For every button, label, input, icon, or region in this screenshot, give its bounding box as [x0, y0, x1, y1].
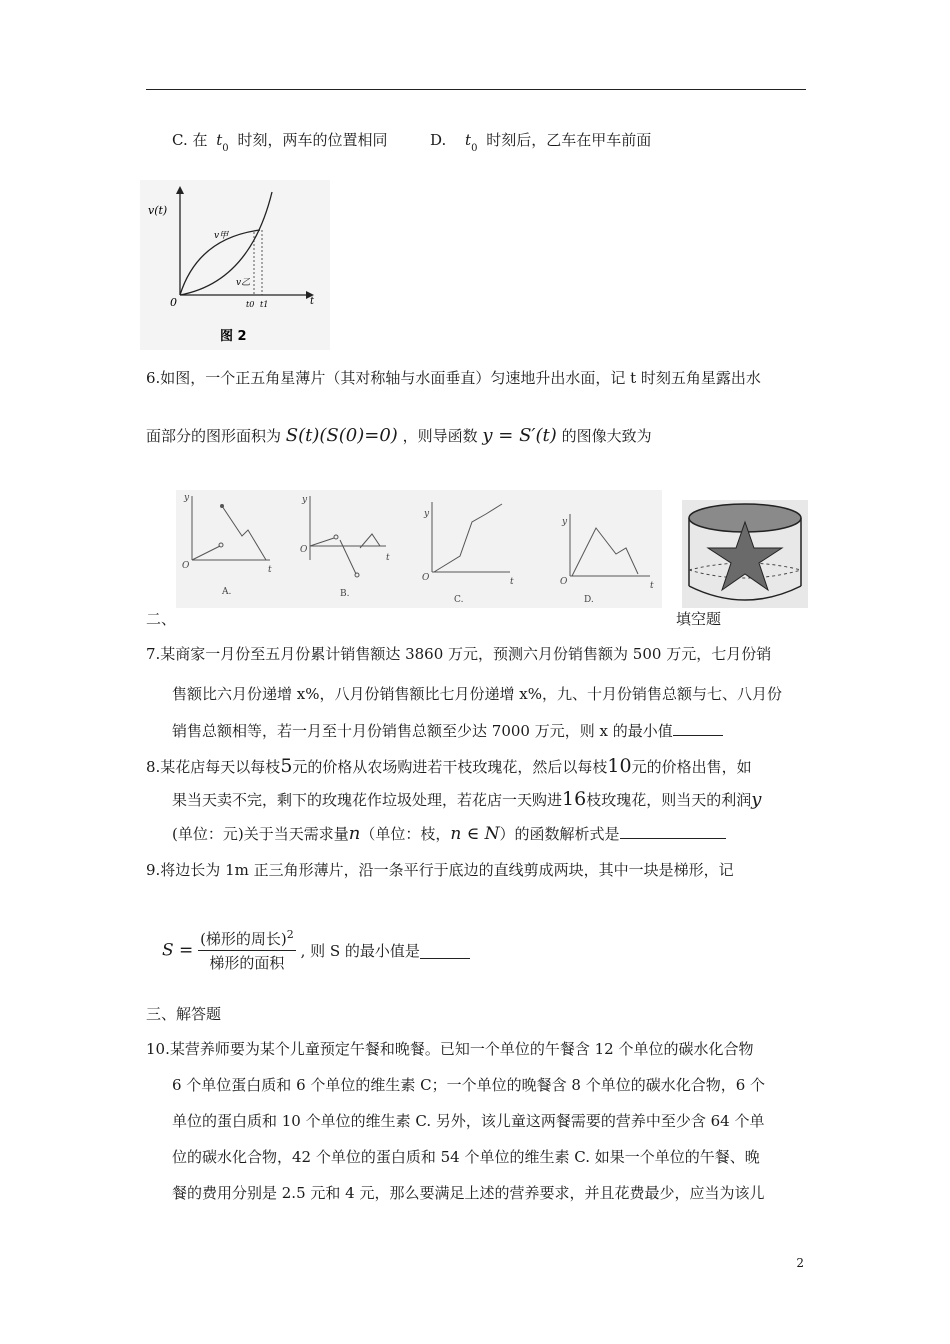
q8-line1: 8.某花店每天以每枝5元的价格从农场购进若干枝玫瑰花，然后以每枝10元的价格出售，如 — [146, 755, 752, 777]
svg-text:t: t — [650, 581, 654, 591]
y-axis-label: v(t) — [148, 204, 168, 217]
svg-text:D.: D. — [584, 595, 594, 605]
graph-c — [422, 502, 514, 605]
q10-line4: 位的碳水化合物，42 个单位的蛋白质和 54 个单位的维生素 C. 如果一个单位的午餐、晚 — [172, 1148, 760, 1166]
svg-text:B.: B. — [340, 589, 350, 599]
q7-line1: 7.某商家一月份至五月份累计销售额达 3860 万元，预测六月份销售额为 500 万元，七月份销 — [146, 645, 772, 663]
q9-answer-blank — [420, 942, 470, 959]
q7-line2: 售额比六月份递增 x%，八月份销售额比七月份递增 x%，九、十月份销售总额与七、八月份 — [172, 685, 782, 703]
q6-graphs — [176, 490, 662, 608]
svg-text:C.: C. — [454, 595, 464, 605]
t0-label: t0 — [246, 300, 255, 309]
q5-option-d: D. $t_0$ 时刻后，乙车在甲车前面 — [430, 131, 652, 154]
x-axis-label: t — [310, 296, 315, 307]
q5-velocity-figure — [140, 180, 330, 350]
q10-line1: 10.某营养师要为某个儿童预定午餐和晚餐。已知一个单位的午餐含 12 个单位的碳水化合物 — [146, 1040, 754, 1058]
graph-d — [560, 514, 654, 605]
svg-text:O: O — [422, 573, 430, 583]
svg-text:t: t — [268, 565, 272, 575]
q6-graphs-panel — [176, 490, 662, 608]
section2-number: 二、 — [146, 610, 177, 628]
section3-title: 三、解答题 — [146, 1005, 222, 1023]
q10-line2: 6 个单位蛋白质和 6 个单位的维生素 C；一个单位的晚餐含 8 个单位的碳水化合物，6 个 — [172, 1076, 766, 1094]
svg-text:t: t — [386, 553, 390, 563]
curve-jia-label: v甲 — [214, 231, 229, 241]
q7-line3: 销售总额相等，若一月至十月份销售总额至少达 7000 万元，则 x 的最小值 — [172, 719, 723, 742]
t1-label: t1 — [260, 300, 269, 309]
svg-text:y: y — [302, 495, 308, 505]
q6-line2: 面部分的图形面积为 S(t)(S(0)=0) ，则导函数 y = S′(t) 的图像大致为 — [146, 425, 652, 446]
svg-text:A.: A. — [222, 587, 232, 597]
figure-caption: 图 2 — [220, 329, 247, 344]
q9-fraction: $\frac{(梯形的周长)^2}{\text{梯形的面积}}$ — [200, 928, 294, 972]
star-in-cylinder — [682, 500, 808, 608]
velocity-graph — [140, 180, 330, 350]
curve-yi — [180, 192, 272, 295]
q8-line3: (单位：元)关于当天需求量n（单位：枝，n ∈ N）的函数解析式是 — [172, 822, 726, 845]
q9-line1: 9.将边长为 1m 正三角形薄片，沿一条平行于底边的直线剪成两块，其中一块是梯形，记 — [146, 861, 734, 879]
origin-label: 0 — [170, 296, 177, 309]
q7-answer-blank — [673, 719, 723, 736]
svg-text:y: y — [424, 509, 430, 519]
q9-formula: S = $\frac{(梯形的周长)^2}{\text{梯形的面积}}$ , 则 S 的最小值是 — [162, 928, 470, 973]
header-rule — [146, 89, 806, 90]
q10-line5: 餐的费用分别是 2.5 元和 4 元，那么要满足上述的营养要求，并且花费最少，应当为该儿 — [172, 1184, 765, 1202]
q5-option-c: C. 在 $t_0$ 时刻，两车的位置相同 — [172, 131, 388, 154]
page-number: 2 — [796, 1256, 804, 1270]
q8-answer-blank — [620, 822, 726, 839]
svg-text:O: O — [182, 561, 190, 571]
curve-yi-label: v乙 — [236, 278, 251, 288]
svg-text:y: y — [184, 493, 190, 503]
q6-line1: 6.如图，一个正五角星薄片（其对称轴与水面垂直）匀速地升出水面，记 t 时刻五角星露出水 — [146, 369, 761, 387]
q8-line2: 果当天卖不完，剩下的玫瑰花作垃圾处理，若花店一天购进16枝玫瑰花，则当天的利润y — [172, 788, 762, 810]
star-cylinder-figure — [682, 500, 808, 608]
svg-text:y: y — [562, 517, 568, 527]
section2-title: 填空题 — [676, 610, 722, 628]
q10-line3: 单位的蛋白质和 10 个单位的维生素 C. 另外，该儿童这两餐需要的营养中至少含 64 个单 — [172, 1112, 765, 1130]
svg-text:O: O — [560, 577, 568, 587]
graph-b — [300, 495, 390, 599]
graph-a — [182, 493, 272, 597]
svg-text:O: O — [300, 545, 308, 555]
svg-text:t: t — [510, 577, 514, 587]
